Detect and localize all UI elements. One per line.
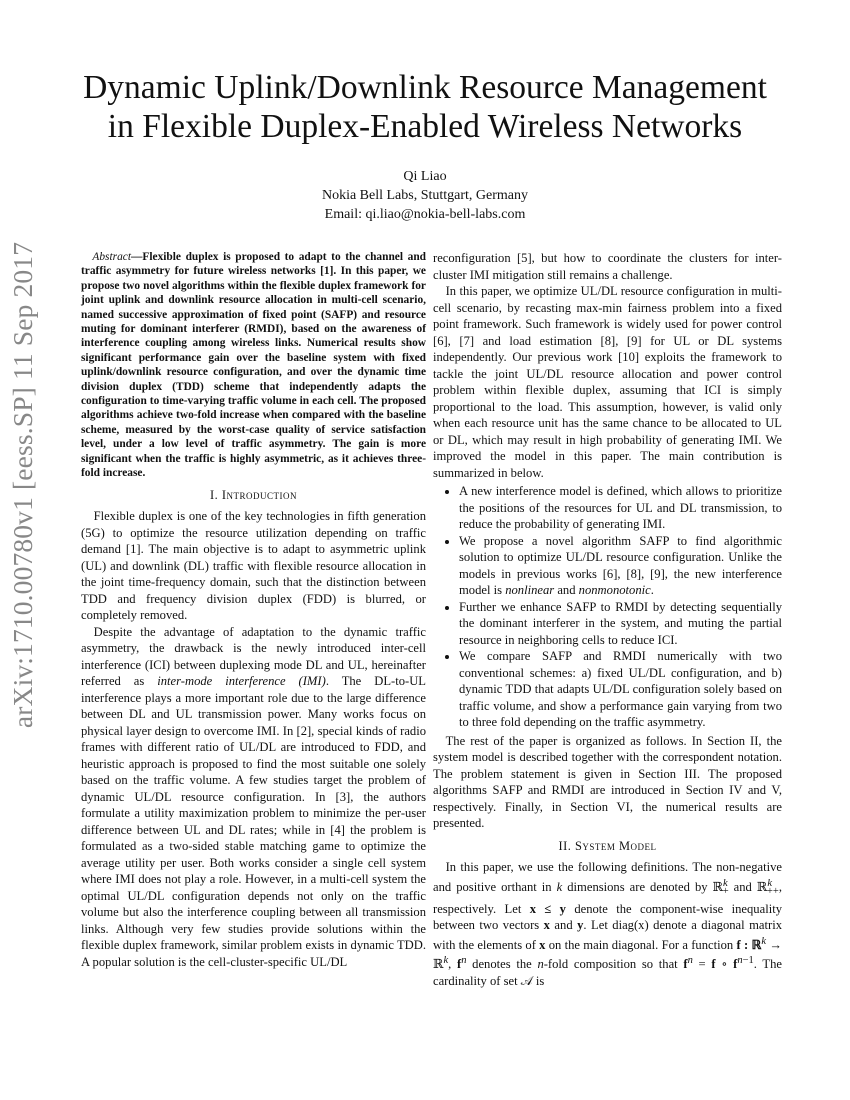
paper-title [0, 68, 850, 146]
arxiv-identifier: arXiv:1710.00780v1 [eess.SP] 11 Sep 2017 [7, 241, 38, 729]
abstract-text: —Flexible duplex is proposed to adapt to the channel and traffic asymmetry for future wireless networks [1]. In this paper, we propose two novel algorithms within the flexible duplex framework for joint uplink and downlink resource allocation in multi-cell scenario, named successive approximation of fixed point (SAFP) and resource muting for dominant interferer (RMDI), based on the awareness of interference coupling among wireless links. Numerical results show significant performance gain over the baseline system with fixed uplink/downlink resource configuration, and over the dynamic time division duplex (TDD) scheme that independently adapts the configuration to time-varying traffic volume in each cell. The proposed algorithms achieve two-fold increase when compared with the baseline scheme, measured by the worst-case quality of service satisfaction level, under a low level of traffic asymmetry. The gain is more significant when the traffic is highly asymmetric, as it achieves three-fold increase. [81, 251, 426, 480]
paragraph-text: -fold composition so that [543, 957, 684, 972]
paragraph-text: . Let [583, 918, 613, 933]
section-title: Introduction [221, 487, 297, 502]
author-affiliation: Nokia Bell Labs, Stuttgart, Germany [321, 188, 529, 203]
section-heading-introduction [81, 487, 426, 504]
list-item: • Further we enhance SAFP to RMDI by detecting sequentially the dominant interferer in the system, and muting the partial resource in neighboring cells to reduce ICI. [459, 599, 782, 649]
list-item [459, 533, 782, 599]
paragraph-text: on the main diagonal. For a function [545, 937, 737, 952]
paragraph-text: denote the component-wise inequality between two vectors [433, 901, 782, 933]
list-item-text: . [650, 583, 654, 597]
emphasis-text: nonlinear [505, 583, 555, 597]
paragraph-text: and [549, 918, 578, 933]
left-column [81, 250, 426, 970]
paragraph-text: and [728, 879, 757, 894]
math-variable: x [539, 937, 546, 952]
intro-paragraph-4: The rest of the paper is organized as follows. In Section II, the system model is described together with the correspondent notation. The problem statement is given in Section III. The proposed algorithms SAFP and RMDI are introduced in Section IV and V, respectively. Finally, in Section VI, the numerical results are presented. [433, 733, 782, 830]
author-email: Email: qi.liao@nokia-bell-labs.com [324, 207, 526, 222]
list-item: • We compare SAFP and RMDI numerically with two conventional schemes: a) fixed UL/DL configuration, and b) dynamic TDD that adapts UL/DL configuration solely based on traffic volume, and show a performance gain varying from two to three fold depending on the traffic asymmetry. [459, 648, 782, 731]
author-block [0, 167, 850, 224]
section-number: I. [210, 487, 222, 502]
section-number: II. [558, 838, 575, 853]
math-variable: n [537, 957, 544, 972]
math-expression: f [683, 957, 688, 972]
intro-paragraph-3: In this paper, we optimize UL/DL resource configuration in multi-cell scenario, by recasting max-min fairness problem into a fixed point framework. Such framework is widely used for power control [6], [7] and load estimation [8], [9] for UL or DL systems independently. Our previous work [10] exploits the framework to tackle the joint UL/DL resource allocation and power control problem within flexible duplex, assuming that ICI is simply proportional to the load. This assumption, however, is valid only when each resource unit has the same chance to be allocated to UL or DL, which may result in high probability of generating IMI. We improved the model in this paper. The main contribution is summarized in below. [433, 284, 782, 480]
math-symbol: ℝ [712, 879, 724, 894]
list-item-text: We propose a novel algorithm SAFP to find algorithmic solution to optimize UL/DL resource configuration. Unlike the models in previous works [6], [8], [9], the new interference model is [459, 533, 782, 597]
math-variable: k [556, 879, 563, 894]
arxiv-sidebar [0, 241, 46, 729]
contribution-list [433, 483, 782, 731]
emphasis-text: nonmonotonic [578, 583, 651, 597]
list-item: • A new interference model is defined, which allows to prioritize the positions of the resources for UL and DL transmission, to reduce the probability of generating IMI. [459, 483, 782, 533]
section-title: System Model [574, 838, 657, 853]
abstract-lead: Abstract [92, 251, 131, 263]
math-expression: x ≤ y [529, 901, 566, 916]
math-variable: y [577, 918, 584, 933]
paragraph-text: dimensions are denoted by [562, 879, 713, 894]
paragraph-text: denote a diagonal matrix with the elements of [433, 918, 782, 952]
math-variable: x [543, 918, 550, 933]
math-symbol: ℝ [756, 879, 768, 894]
math-symbol: 𝒜 [520, 974, 533, 989]
section-heading-system-model [433, 838, 782, 855]
system-model-paragraph-1: In this paper, we use the following definitions. The non-negative and positive orthant in k dimensions are denoted by ℝ$^k_+$ and ℝ$^k_{++}$, respectively. Let x ≤ y denote the component-wise inequality between two vectors x and y. Let diag(x) denote a diagonal matrix with the elements of x on the main diagonal. For a function f : ℝ$^k$ → ℝ$^k$, $f^n$ denotes the n-fold composition so that $f^n = f$ ∘ $f^{n-1}$. The cardinality of set 𝒜 is [433, 860, 783, 989]
title-line-1: Dynamic Uplink/Downlink Resource Management [83, 69, 767, 106]
emphasis-text: inter-mode interference (IMI) [157, 674, 326, 688]
paragraph-text: , respectively. Let [433, 879, 783, 916]
right-column [433, 250, 782, 990]
title-line-2: in Flexible Duplex-Enabled Wireless Networks [107, 108, 743, 145]
intro-paragraph-1: Flexible duplex is one of the key technologies in fifth generation (5G) to optimize the resource utilization depending on traffic demand [1]. The main objective is to adapt to asymmetric uplink (UL) and downlink (DL) traffic with flexible resource allocation in the joint time-frequency domain, such that the distinction between TDD and frequency division duplex (FDD) is blurred, or completely removed. [81, 509, 426, 622]
paragraph-text: , [448, 957, 457, 972]
paragraph-text: denotes the [466, 957, 538, 972]
math-expression: diag(x) [612, 918, 649, 933]
paragraph-text: . The cardinality of set [433, 957, 782, 989]
paragraph-text: In this paper, we use the following definitions. The non-negative and positive orthant in [433, 860, 782, 894]
author-name: Qi Liao [403, 169, 447, 184]
intro-paragraph-2-continued: reconfiguration [5], but how to coordinate the clusters for inter-cluster IMI mitigation still remains a challenge. [433, 251, 782, 282]
paragraph-text: is [532, 974, 545, 989]
abstract [81, 250, 426, 481]
paragraph-text: . The DL-to-UL interference plays a more important role due to the large difference between DL and UL transmission power. Many works focus on physical layer design to overcome IMI. In [2], special kinds of radio frames with different ratio of UL/DL are introduced to FDD, and heuristic approach is proposed to find the most suitable one solely based on the traffic volume. A few studies target the problem of dynamic UL/DL resource configuration. In [3], the authors formulate a utility maximization problem to minimize the per-user difference between UL and DL rates; while in [4] the problem is formulated as a two-sided stable matching game to optimize the average utility per user. Both works consider a single cell system where IMI does not play a role. However, in a multi-cell system the optimal UL/DL configuration depends not only on the traffic volume but also the interference coupling between all transmission links. Although very few studies provide solutions within the flexible duplex framework, similar problem exists in dynamic TDD. A popular solution is the cell-cluster-specific UL/DL [81, 674, 426, 969]
paragraph-text: Despite the advantage of adaptation to the dynamic traffic asymmetry, the drawback is the newly introduced inter-cell interference (ICI) between duplexing mode DL and UL, hereinafter referred as [81, 624, 426, 688]
math-expression: f : ℝ [736, 937, 762, 952]
intro-paragraph-2 [81, 624, 426, 971]
math-variable: f [457, 957, 462, 972]
list-item-text: and [554, 583, 579, 597]
